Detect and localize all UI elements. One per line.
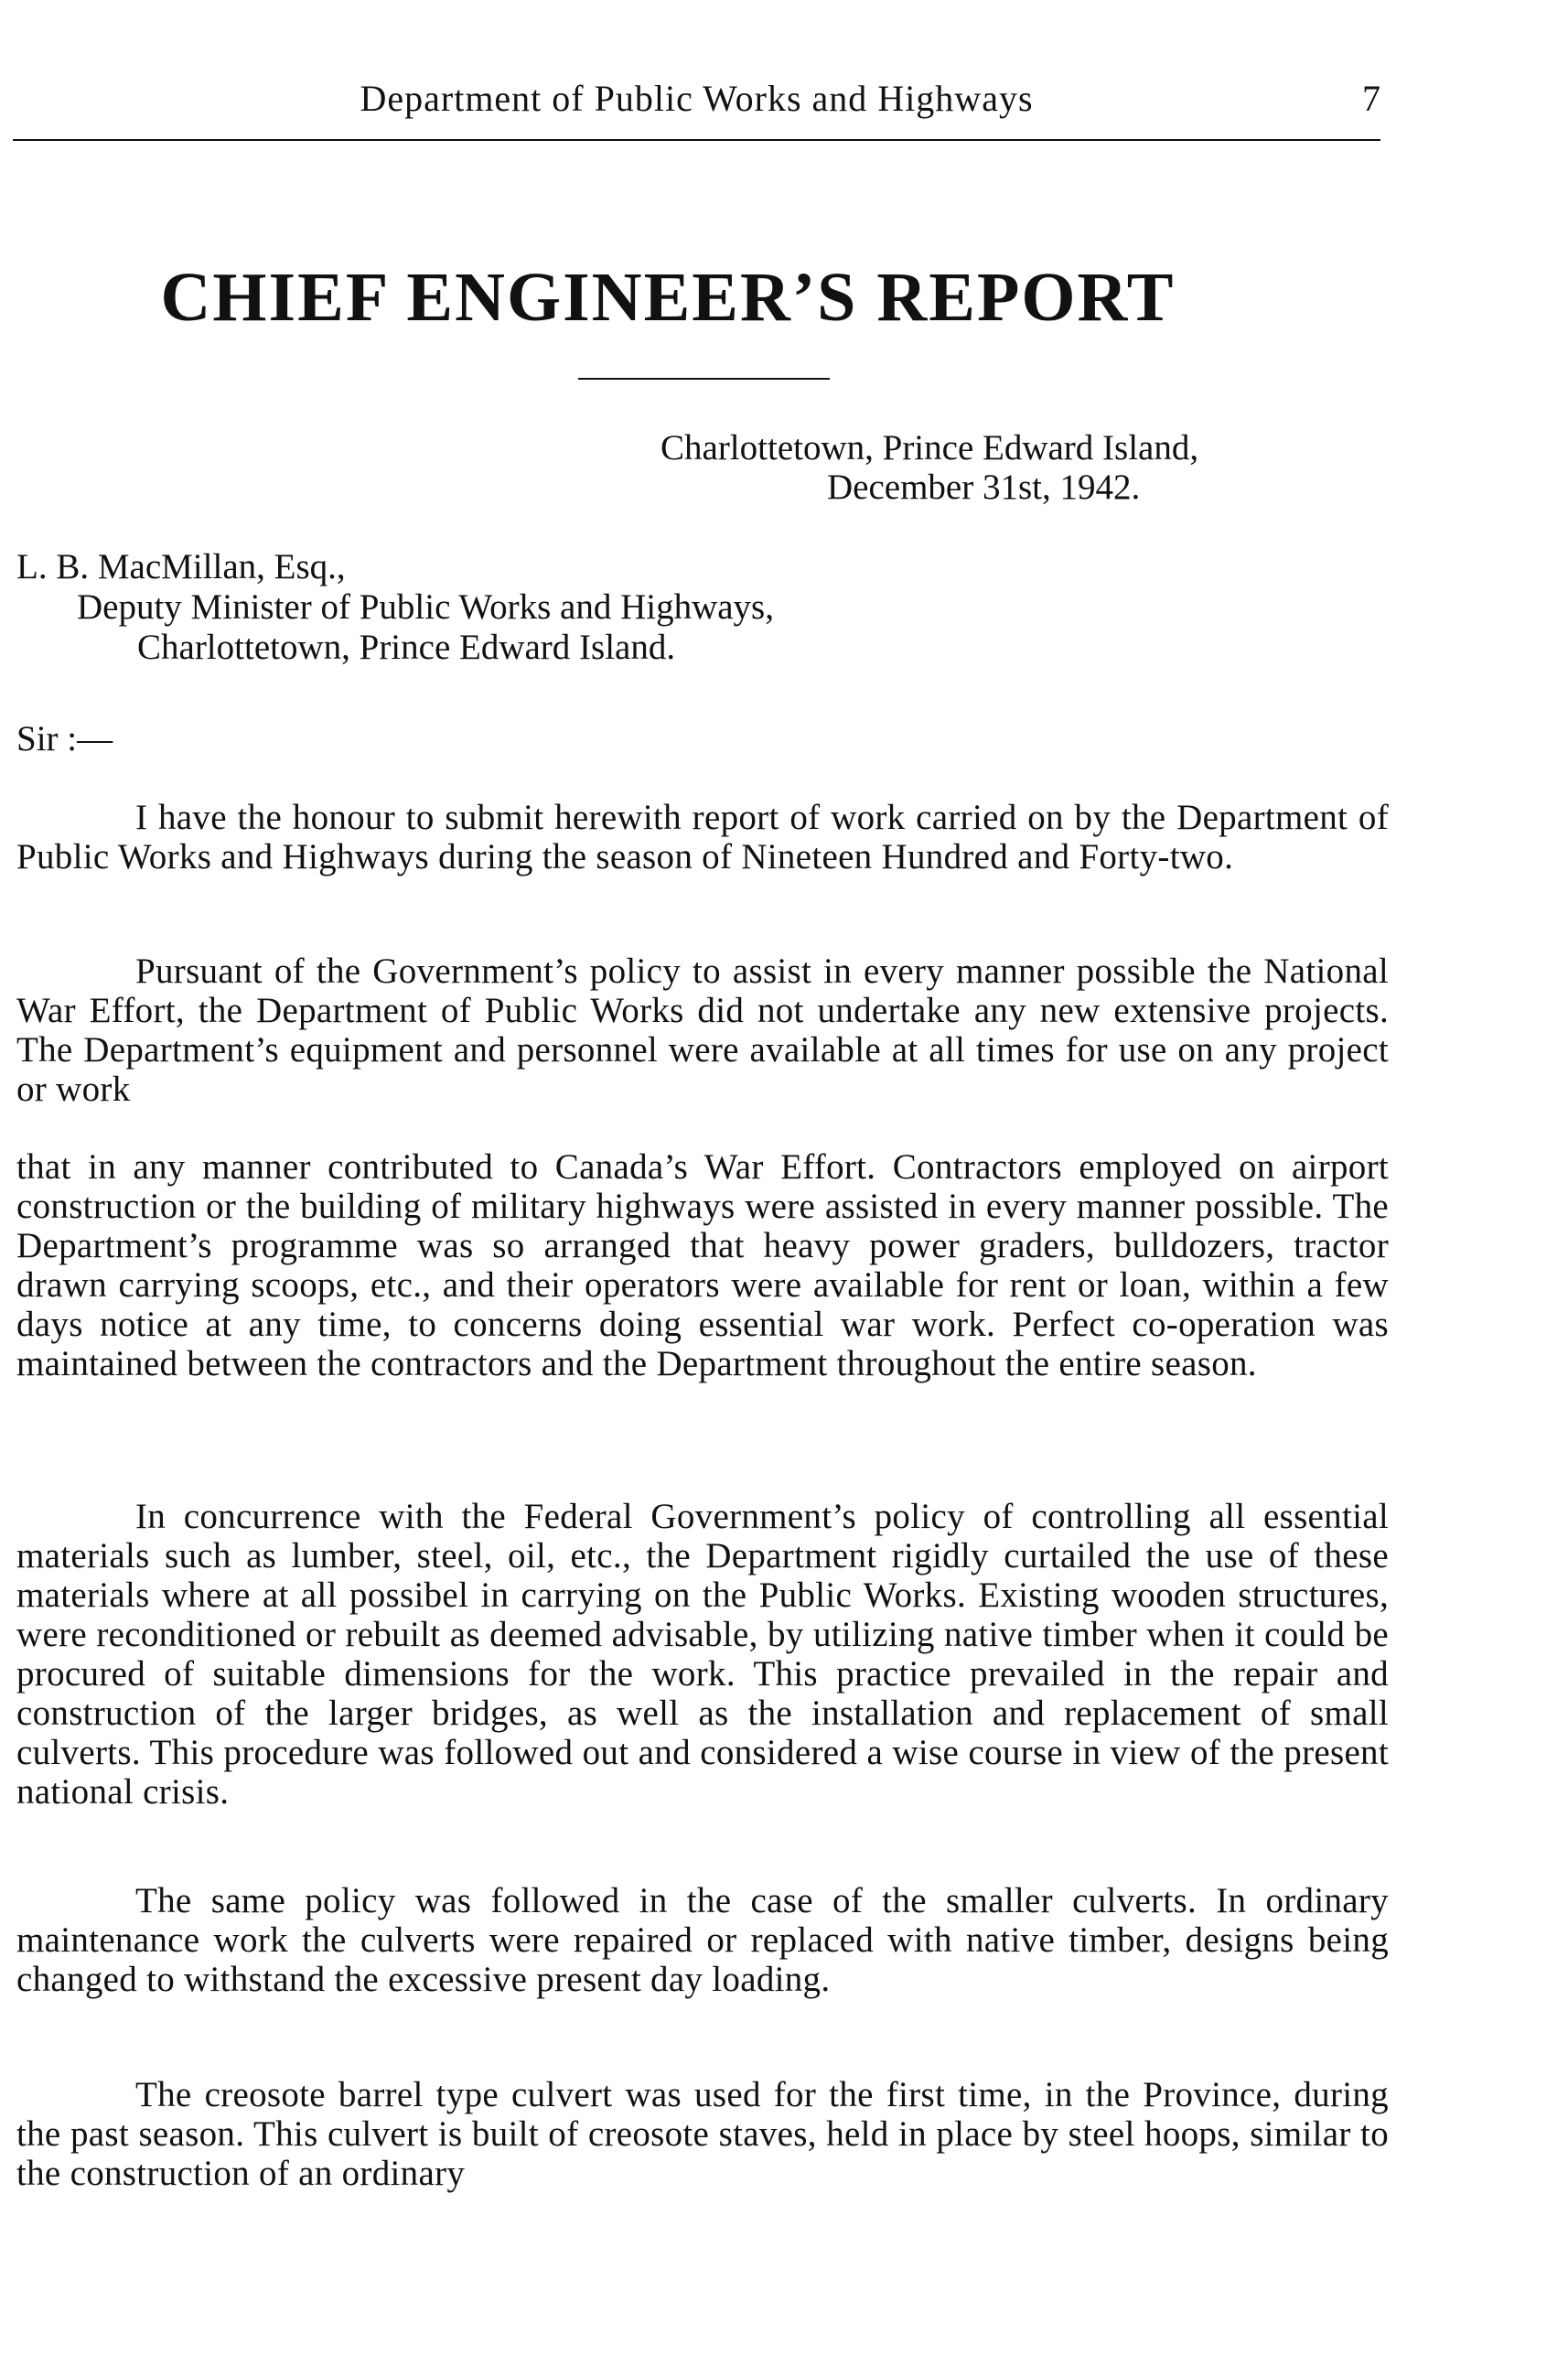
salutation: Sir :—: [16, 719, 113, 758]
dateline-place: Charlottetown, Prince Edward Island,: [660, 428, 1199, 468]
addressee-location: Charlottetown, Prince Edward Island.: [137, 628, 676, 667]
dateline-date: December 31st, 1942.: [827, 468, 1141, 507]
title-rule: [578, 378, 830, 380]
addressee-name: L. B. MacMillan, Esq.,: [16, 547, 346, 586]
paragraph-3: that in any manner contributed to Canada’s War Effort. Contractors employed on airport construction or the building of military highways were assisted in every manner possible. The Department’s programme was so arranged that heavy power graders, bulldozers, tractor drawn carrying scoops, etc., and their operators were available for rent or loan, within a few days notice at any time, to concerns doing essential war work. Perfect co-operation was maintained between the contractors and the Department throughout the entire season.: [16, 1147, 1389, 1383]
paragraph-6: The creosote barrel type culvert was used for the first time, in the Province, during the past season. This culvert is built of creosote staves, held in place by steel hoops, similar to the construction of an ordinary: [16, 2075, 1389, 2193]
page-number: 7: [1362, 78, 1380, 119]
paragraph-5: The same policy was followed in the case of the smaller culverts. In ordinary maintenance work the culverts were repaired or replaced with native timber, designs being changed to withstand the excessive present day loading.: [16, 1881, 1389, 1999]
running-title: Department of Public Works and Highways: [360, 78, 1034, 119]
paragraph-1: I have the honour to submit herewith report of work carried on by the Department of Public Works and Highways during the season of Nineteen Hundred and Forty-two.: [16, 798, 1389, 876]
running-header: [13, 71, 1380, 141]
paragraph-4: In concurrence with the Federal Government’s policy of controlling all essential materials such as lumber, steel, oil, etc., the Department rigidly curtailed the use of these materials where at all possibel in carrying on the Public Works. Existing wooden structures, were reconditioned or rebuilt as deemed advisable, by utilizing native timber when it could be procured of suitable dimensions for the work. This practice prevailed in the repair and construction of the larger bridges, as well as the installation and replacement of small culverts. This procedure was followed out and considered a wise course in view of the present national crisis.: [16, 1497, 1389, 1812]
paragraph-2: Pursuant of the Government’s policy to assist in every manner possible the National War Effort, the Department of Public Works did not undertake any new extensive projects. The Department’s equipment and personnel were available at all times for use on any project or work: [16, 952, 1389, 1109]
report-title: CHIEF ENGINEER’S REPORT: [160, 259, 1176, 336]
addressee-position: Deputy Minister of Public Works and Highways,: [77, 587, 774, 627]
